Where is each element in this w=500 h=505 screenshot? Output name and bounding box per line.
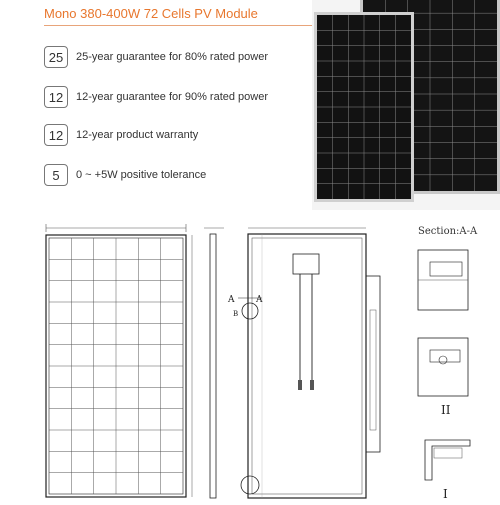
technical-drawing-section <box>0 210 500 500</box>
product-header-section <box>0 0 500 210</box>
back-view-drawing <box>227 228 380 498</box>
section-label: Section:A-A <box>418 226 478 237</box>
feature-number-badge: 12 <box>44 124 68 146</box>
detail-label-2: II <box>441 403 451 417</box>
product-photo <box>312 0 500 210</box>
feature-text: 25-year guarantee for 80% rated power <box>76 51 269 63</box>
technical-drawings <box>0 210 500 500</box>
side-view-drawing <box>204 228 224 498</box>
feature-item <box>44 162 206 188</box>
section-marker-a-right: A <box>256 295 263 305</box>
section-marker-a-left: A <box>228 295 235 305</box>
feature-number-badge: 5 <box>44 164 68 186</box>
feature-text: 12-year product warranty <box>76 129 199 141</box>
section-detail-drawings <box>418 250 470 500</box>
feature-text: 12-year guarantee for 90% rated power <box>76 91 269 103</box>
detail-marker-b: B <box>233 310 239 318</box>
feature-number-badge: 12 <box>44 86 68 108</box>
feature-item <box>44 84 268 110</box>
solar-panel-front <box>314 12 414 202</box>
feature-item <box>44 122 198 148</box>
feature-text: 0 ~ +5W positive tolerance <box>76 169 207 181</box>
product-title: Mono 380-400W 72 Cells PV Module <box>44 6 258 21</box>
title-underline <box>44 25 312 26</box>
feature-item <box>44 44 268 70</box>
detail-label-1: I <box>443 487 448 500</box>
front-view-drawing <box>46 224 192 497</box>
feature-number-badge: 25 <box>44 46 68 68</box>
